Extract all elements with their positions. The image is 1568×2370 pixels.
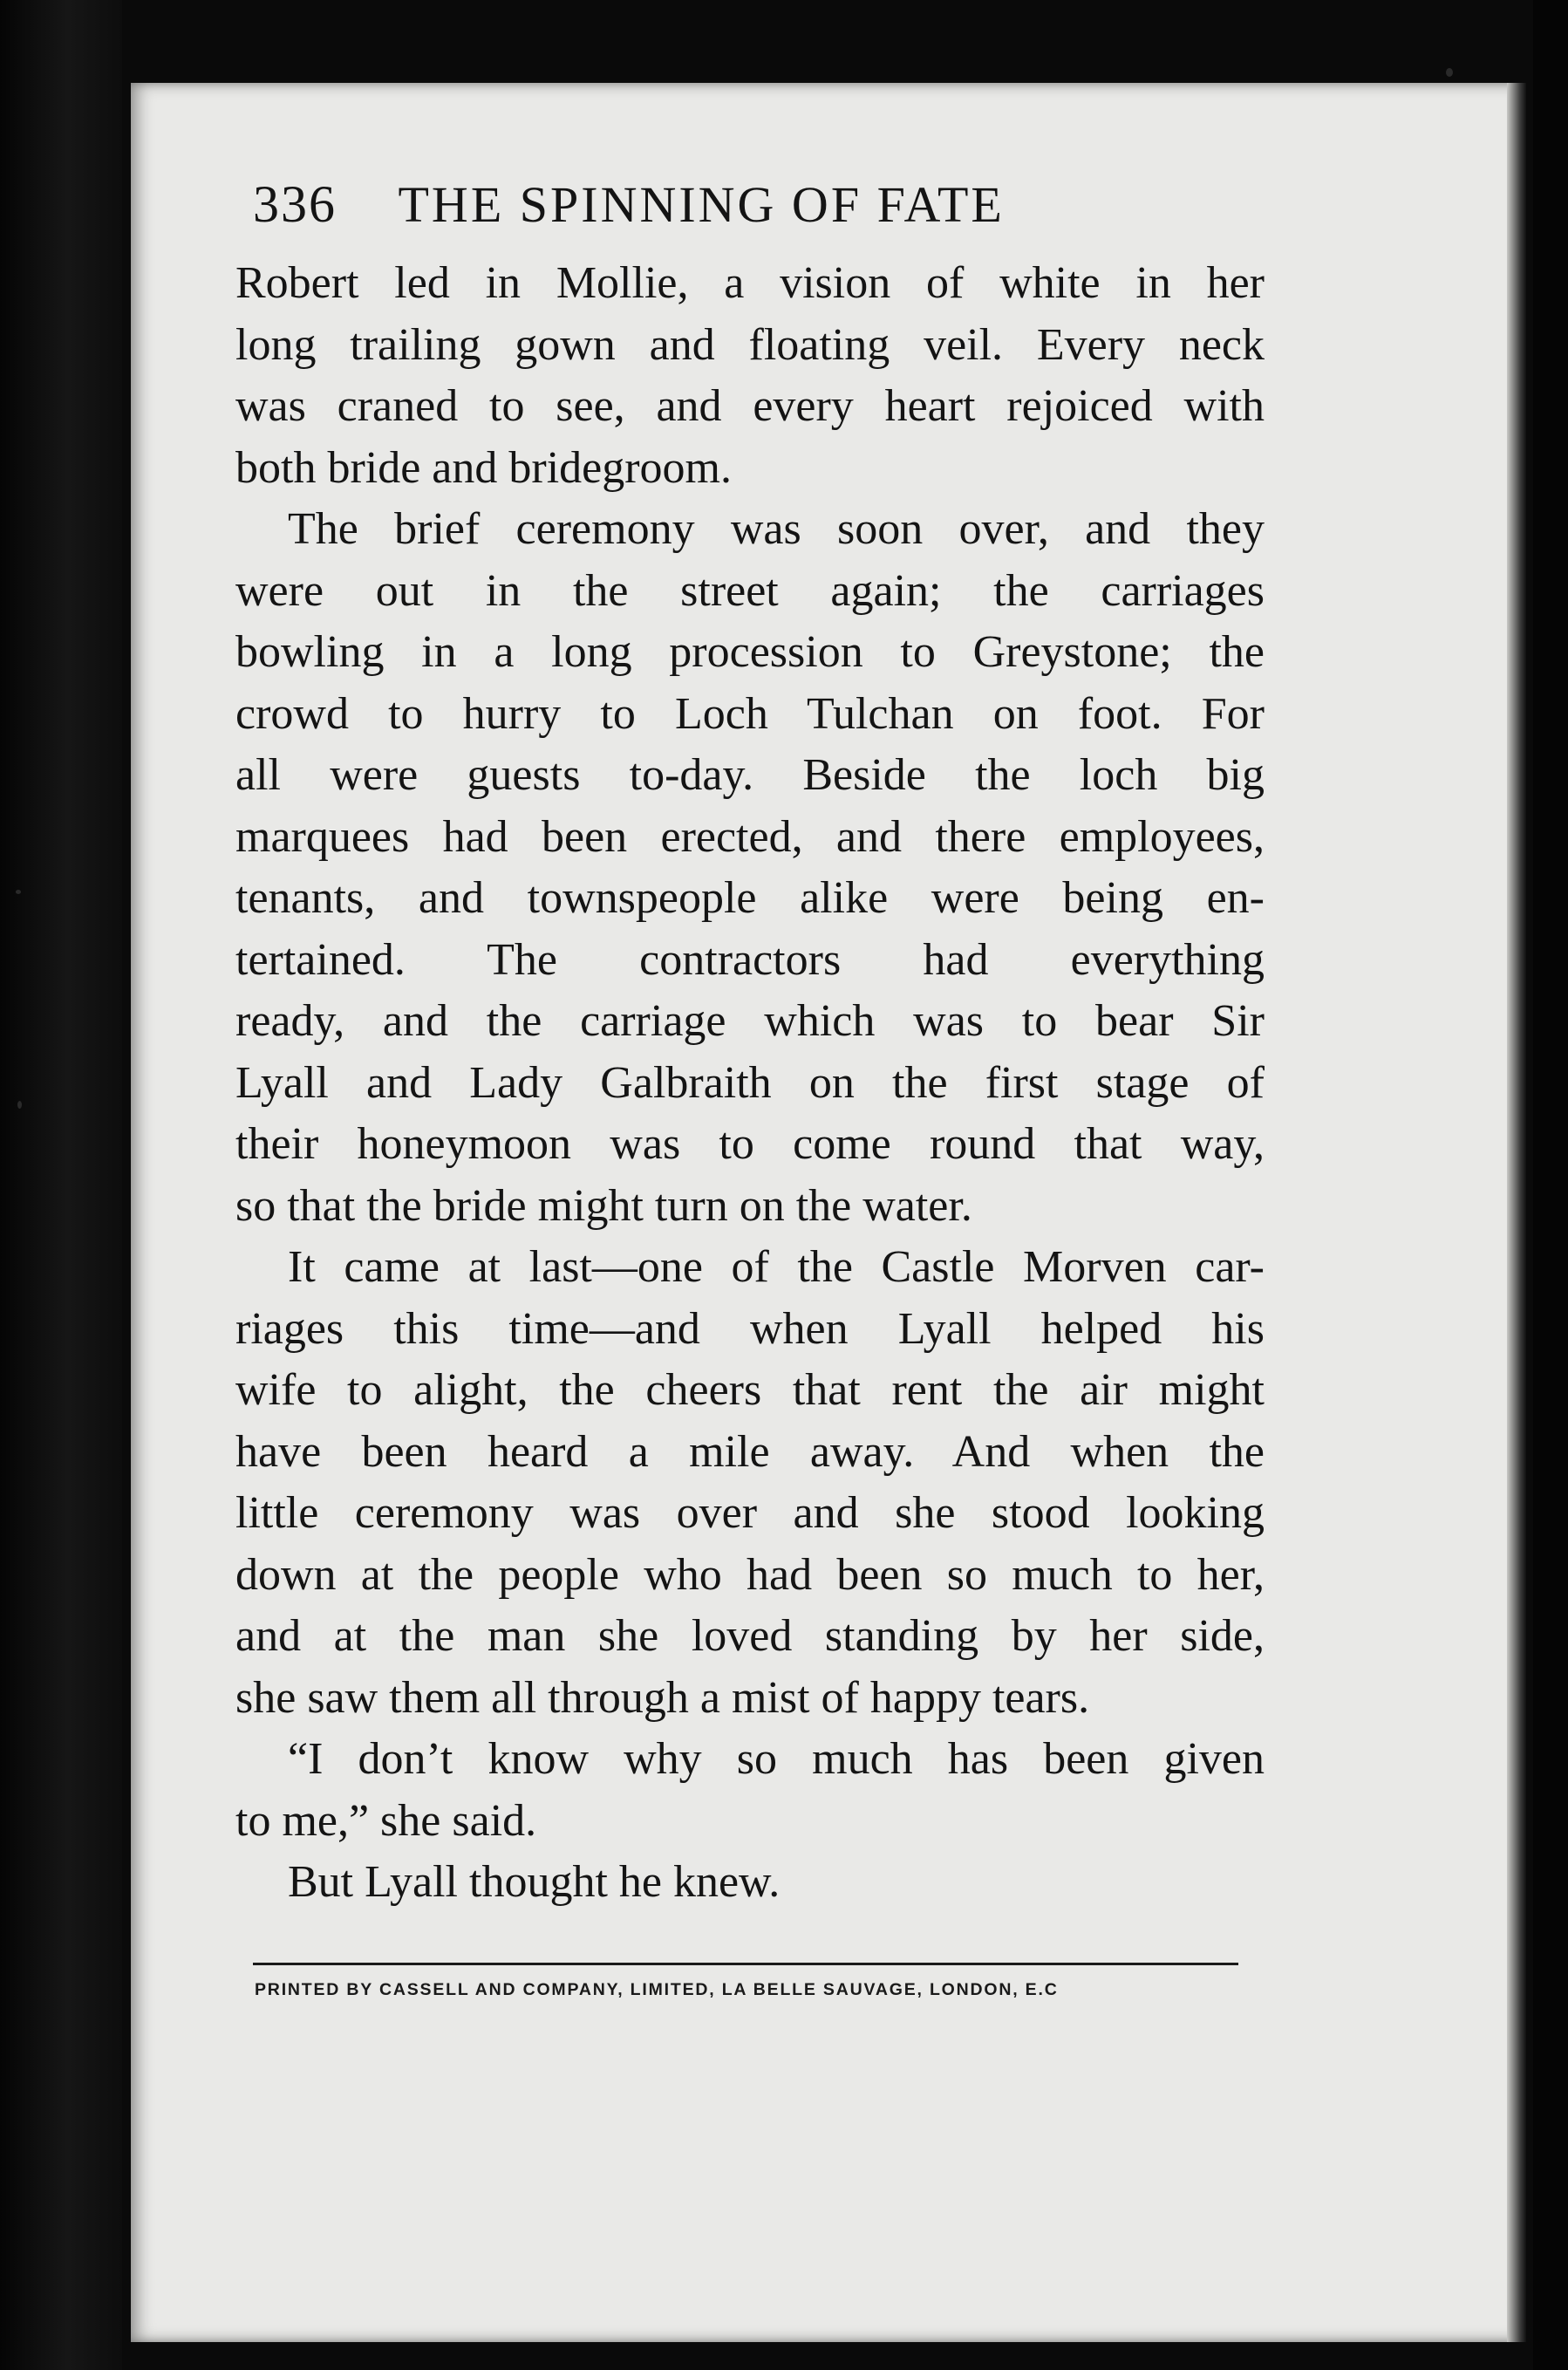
text-line: all were guests to-day. Beside the loch big [235, 750, 1265, 800]
scan-speck [17, 1101, 22, 1109]
text-line: were out in the street again; the carriages [235, 565, 1265, 616]
body-text [235, 253, 1265, 1914]
text-line: she saw them all through a mist of happy tears. [235, 1672, 1090, 1723]
text-line: long trailing gown and floating veil. Every neck [235, 319, 1265, 370]
scan-speck [1446, 68, 1453, 77]
text-line: riages this time—and when Lyall helped his [235, 1303, 1265, 1354]
scan-left-edge [0, 0, 122, 2370]
text-line: have been heard a mile away. And when the [235, 1426, 1265, 1477]
text-line: tertained. The contractors had everything [235, 934, 1265, 985]
text-line: Robert led in Mollie, a vision of white in her [235, 258, 1265, 308]
text-line: little ceremony was over and she stood looking [235, 1488, 1265, 1538]
text-line: It came at last—one of the Castle Morven car- [288, 1242, 1265, 1292]
text-line: both bride and bridegroom. [235, 442, 732, 493]
text-line: and at the man she loved standing by her side, [235, 1611, 1265, 1661]
text-line: so that the bride might turn on the water. [235, 1180, 972, 1231]
text-line: tenants, and townspeople alike were being en- [235, 873, 1265, 923]
running-title: THE SPINNING OF FATE [398, 176, 1005, 233]
text-line: wife to alight, the cheers that rent the air might [235, 1365, 1265, 1415]
text-line: Lyall and Lady Galbraith on the first stage of [235, 1057, 1265, 1108]
text-line: was craned to see, and every heart rejoiced with [235, 381, 1265, 431]
footer-rule [253, 1963, 1238, 1965]
text-line: “I don’t know why so much has been given [288, 1734, 1265, 1784]
printer-imprint: PRINTED BY CASSELL AND COMPANY, LIMITED, LA BELLE SAUVAGE, LONDON, E.C [255, 1980, 1059, 1999]
text-line: ready, and the carriage which was to bear Sir [235, 996, 1265, 1046]
text-line: marquees had been erected, and there employees, [235, 811, 1265, 862]
text-line: down at the people who had been so much to her, [235, 1549, 1265, 1600]
text-line: But Lyall thought he knew. [288, 1857, 781, 1907]
scan-right-edge [1533, 0, 1568, 2370]
page-number: 336 [253, 175, 337, 233]
text-line: crowd to hurry to Loch Tulchan on foot. For [235, 688, 1265, 739]
running-head [253, 174, 1256, 235]
text-line: their honeymoon was to come round that way, [235, 1119, 1265, 1169]
text-line: to me,” she said. [235, 1795, 537, 1846]
text-line: The brief ceremony was soon over, and they [288, 504, 1265, 554]
scan-speck [16, 890, 21, 894]
text-line: bowling in a long procession to Greystone; the [235, 627, 1265, 677]
